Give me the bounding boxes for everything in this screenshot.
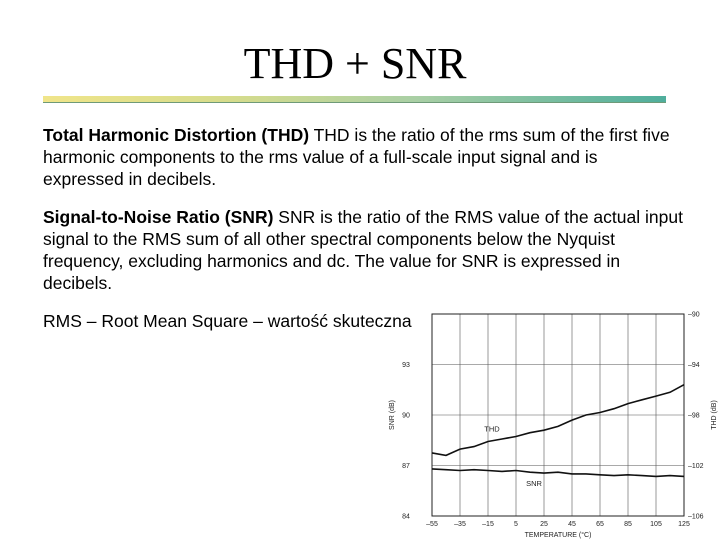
x-tick-label: 85 xyxy=(624,521,632,528)
x-tick-label: 105 xyxy=(650,521,662,528)
x-tick-label: 25 xyxy=(540,521,548,528)
thd-text: THD is the ratio of the rms sum of the first five harmonic components to the rms value of a full-scale input signal and is expressed in decibels. xyxy=(43,125,670,189)
x-tick-label: 65 xyxy=(596,521,604,528)
y-left-tick-label: 87 xyxy=(402,463,410,470)
y-right-tick-label: –106 xyxy=(688,513,704,521)
rms-definition: RMS – Root Mean Square – wartość skuteczna xyxy=(43,311,412,331)
y-right-tick-label: –98 xyxy=(688,412,700,420)
chart-svg xyxy=(380,300,720,540)
series-label-snr: SNR xyxy=(526,479,542,489)
y-left-tick-label: 90 xyxy=(402,412,410,420)
x-tick-label: 125 xyxy=(678,521,690,528)
snr-text: SNR is the ratio of the RMS value of the actual input signal to the RMS sum of all other spectral components below the Nyquist frequency, excluding harmonics and dc. The value for SNR is expressed in decibels. xyxy=(43,207,683,293)
y-left-axis-title: SNR (dB) xyxy=(389,400,396,430)
series-label-thd: THD xyxy=(484,424,500,434)
x-tick-label: –35 xyxy=(454,521,466,528)
x-tick-label: –55 xyxy=(426,521,438,528)
x-tick-label: –15 xyxy=(482,521,494,528)
y-left-tick-label: 84 xyxy=(402,513,410,521)
x-tick-label: 5 xyxy=(514,521,518,528)
title-underline xyxy=(43,96,666,103)
y-left-tick-label: 93 xyxy=(402,362,410,369)
slide-title: THD + SNR xyxy=(243,39,467,88)
snr-term: Signal-to-Noise Ratio (SNR) xyxy=(43,207,274,227)
thd-definition xyxy=(43,124,683,190)
thd-snr-chart xyxy=(380,300,720,540)
thd-term: Total Harmonic Distortion (THD) xyxy=(43,125,310,145)
y-right-tick-label: –102 xyxy=(688,463,704,470)
y-right-axis-title: THD (dB) xyxy=(711,400,718,430)
x-axis-title: TEMPERATURE (°C) xyxy=(524,532,592,539)
x-tick-label: 45 xyxy=(568,521,576,528)
y-right-tick-label: –90 xyxy=(688,311,700,319)
snr-definition xyxy=(43,206,683,294)
y-right-tick-label: –94 xyxy=(688,362,700,369)
